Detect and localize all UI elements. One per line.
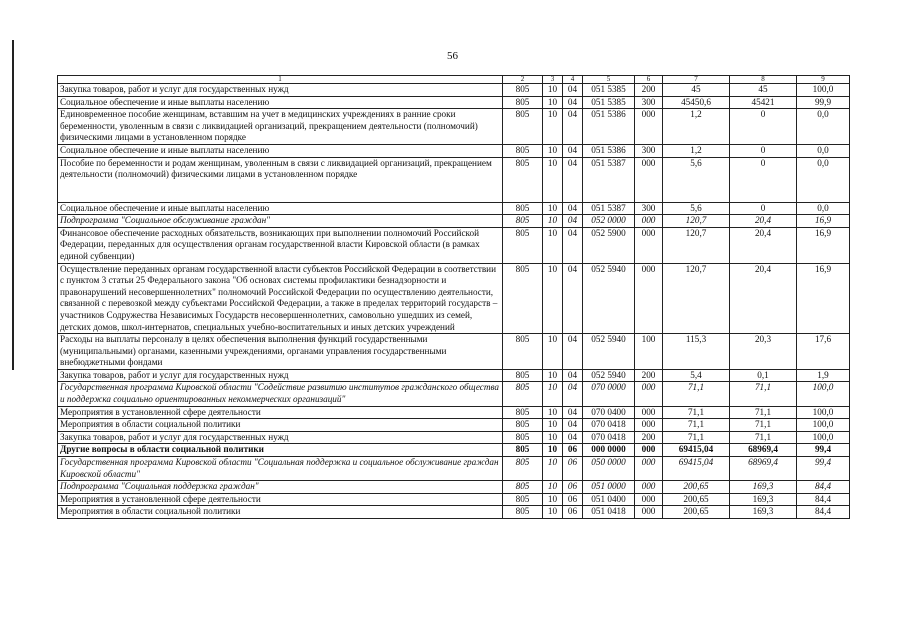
row-target-item: 052 5940	[583, 263, 635, 334]
row-section: 10	[543, 96, 563, 109]
row-planned-amount: 120,7	[663, 227, 730, 263]
row-expense-type: 000	[635, 109, 663, 145]
row-percent: 16,9	[797, 227, 850, 263]
row-percent: 84,4	[797, 481, 850, 494]
row-section: 10	[543, 406, 563, 419]
table-row	[58, 506, 850, 519]
row-percent: 16,9	[797, 215, 850, 228]
row-budget-code: 805	[503, 444, 543, 457]
row-percent: 100,0	[797, 419, 850, 432]
row-target-item: 051 0418	[583, 506, 635, 519]
row-percent: 17,6	[797, 334, 850, 370]
row-planned-amount: 71,1	[663, 382, 730, 406]
row-planned-amount: 71,1	[663, 431, 730, 444]
table-row	[58, 144, 850, 157]
row-expense-type: 200	[635, 369, 663, 382]
row-expense-type: 100	[635, 334, 663, 370]
column-number: 9	[797, 76, 850, 84]
row-percent: 99,9	[797, 96, 850, 109]
row-subsection: 04	[563, 382, 583, 406]
row-name: Государственная программа Кировской области "Содействие развитию институтов гражданского общества и поддержка социально ориентированных некоммерческих организаций"	[58, 382, 503, 406]
table-row	[58, 457, 850, 481]
row-expense-type: 000	[635, 506, 663, 519]
row-executed-amount: 71,1	[730, 406, 797, 419]
row-percent: 99,4	[797, 457, 850, 481]
row-expense-type: 000	[635, 481, 663, 494]
row-percent: 84,4	[797, 493, 850, 506]
table-row	[58, 481, 850, 494]
row-expense-type: 200	[635, 431, 663, 444]
row-expense-type: 000	[635, 406, 663, 419]
row-percent: 0,0	[797, 202, 850, 215]
row-section: 10	[543, 227, 563, 263]
row-name: Пособие по беременности и родам женщинам, уволенным в связи с ликвидацией организаций, прекращением деятельности (полномочий) физическими лицами в установленном порядке	[58, 157, 503, 202]
row-name: Расходы на выплаты персоналу в целях обеспечения выполнения функций государственными (муниципальными) органами, казенными учреждениями, органами управления государственными внебюджетными фондами	[58, 334, 503, 370]
table-body	[58, 76, 850, 519]
row-section: 10	[543, 382, 563, 406]
row-section: 10	[543, 334, 563, 370]
row-section: 10	[543, 215, 563, 228]
table-row	[58, 419, 850, 432]
row-budget-code: 805	[503, 369, 543, 382]
row-target-item: 000 0000	[583, 444, 635, 457]
budget-table	[57, 75, 850, 519]
row-subsection: 06	[563, 506, 583, 519]
row-expense-type: 000	[635, 215, 663, 228]
table-row	[58, 202, 850, 215]
row-name: Другие вопросы в области социальной политики	[58, 444, 503, 457]
row-executed-amount: 169,3	[730, 506, 797, 519]
row-subsection: 04	[563, 419, 583, 432]
row-target-item: 070 0400	[583, 406, 635, 419]
row-name: Подпрограмма "Социальное обслуживание граждан"	[58, 215, 503, 228]
row-executed-amount: 20,4	[730, 215, 797, 228]
row-planned-amount: 120,7	[663, 215, 730, 228]
row-name: Мероприятия в области социальной политики	[58, 419, 503, 432]
row-name: Мероприятия в области социальной политики	[58, 506, 503, 519]
row-target-item: 051 0000	[583, 481, 635, 494]
row-executed-amount: 20,3	[730, 334, 797, 370]
row-section: 10	[543, 506, 563, 519]
row-planned-amount: 115,3	[663, 334, 730, 370]
row-planned-amount: 5,4	[663, 369, 730, 382]
row-name: Социальное обеспечение и иные выплаты населению	[58, 202, 503, 215]
row-percent: 100,0	[797, 84, 850, 97]
row-planned-amount: 69415,04	[663, 444, 730, 457]
row-executed-amount: 0	[730, 144, 797, 157]
row-planned-amount: 71,1	[663, 419, 730, 432]
row-budget-code: 805	[503, 419, 543, 432]
row-budget-code: 805	[503, 96, 543, 109]
row-target-item: 052 5900	[583, 227, 635, 263]
column-number: 7	[663, 76, 730, 84]
row-executed-amount: 169,3	[730, 493, 797, 506]
row-executed-amount: 45421	[730, 96, 797, 109]
row-name: Мероприятия в установленной сфере деятельности	[58, 406, 503, 419]
row-section: 10	[543, 444, 563, 457]
row-target-item: 051 5385	[583, 96, 635, 109]
table-row	[58, 227, 850, 263]
row-subsection: 04	[563, 202, 583, 215]
row-planned-amount: 69415,04	[663, 457, 730, 481]
row-percent: 0,0	[797, 109, 850, 145]
row-target-item: 051 5386	[583, 109, 635, 145]
row-planned-amount: 45	[663, 84, 730, 97]
row-budget-code: 805	[503, 493, 543, 506]
row-subsection: 04	[563, 406, 583, 419]
row-expense-type: 000	[635, 493, 663, 506]
row-target-item: 051 5387	[583, 157, 635, 202]
row-budget-code: 805	[503, 144, 543, 157]
row-executed-amount: 0,1	[730, 369, 797, 382]
row-section: 10	[543, 84, 563, 97]
row-executed-amount: 169,3	[730, 481, 797, 494]
row-subsection: 06	[563, 444, 583, 457]
column-number-row	[58, 76, 850, 84]
row-expense-type: 000	[635, 227, 663, 263]
row-section: 10	[543, 481, 563, 494]
table-row	[58, 109, 850, 145]
row-executed-amount: 71,1	[730, 382, 797, 406]
row-planned-amount: 200,65	[663, 506, 730, 519]
row-executed-amount: 71,1	[730, 419, 797, 432]
table-row	[58, 493, 850, 506]
row-executed-amount: 0	[730, 202, 797, 215]
column-number: 1	[58, 76, 503, 84]
row-section: 10	[543, 263, 563, 334]
row-subsection: 04	[563, 109, 583, 145]
row-expense-type: 000	[635, 382, 663, 406]
row-target-item: 052 5940	[583, 369, 635, 382]
row-target-item: 052 5940	[583, 334, 635, 370]
row-budget-code: 805	[503, 506, 543, 519]
row-name: Государственная программа Кировской области "Социальная поддержка и социальное обслуживание граждан Кировской области"	[58, 457, 503, 481]
row-budget-code: 805	[503, 157, 543, 202]
column-number: 2	[503, 76, 543, 84]
row-section: 10	[543, 202, 563, 215]
row-budget-code: 805	[503, 84, 543, 97]
row-subsection: 06	[563, 493, 583, 506]
row-budget-code: 805	[503, 263, 543, 334]
row-executed-amount: 0	[730, 157, 797, 202]
row-budget-code: 805	[503, 334, 543, 370]
scan-margin-line	[12, 40, 14, 370]
row-target-item: 051 5387	[583, 202, 635, 215]
column-number: 4	[563, 76, 583, 84]
row-expense-type: 300	[635, 96, 663, 109]
row-expense-type: 300	[635, 202, 663, 215]
row-subsection: 04	[563, 431, 583, 444]
column-number: 3	[543, 76, 563, 84]
table-row	[58, 263, 850, 334]
row-expense-type: 300	[635, 144, 663, 157]
row-expense-type: 000	[635, 263, 663, 334]
row-target-item: 070 0418	[583, 431, 635, 444]
row-target-item: 070 0000	[583, 382, 635, 406]
row-percent: 1,9	[797, 369, 850, 382]
table-row	[58, 215, 850, 228]
row-percent: 100,0	[797, 431, 850, 444]
row-expense-type: 000	[635, 419, 663, 432]
row-section: 10	[543, 457, 563, 481]
row-executed-amount: 20,4	[730, 227, 797, 263]
row-section: 10	[543, 419, 563, 432]
row-planned-amount: 5,6	[663, 157, 730, 202]
row-planned-amount: 45450,6	[663, 96, 730, 109]
row-target-item: 050 0000	[583, 457, 635, 481]
row-target-item: 070 0418	[583, 419, 635, 432]
table-row	[58, 369, 850, 382]
row-executed-amount: 0	[730, 109, 797, 145]
row-budget-code: 805	[503, 481, 543, 494]
row-percent: 100,0	[797, 382, 850, 406]
row-name: Социальное обеспечение и иные выплаты населению	[58, 144, 503, 157]
table-row	[58, 406, 850, 419]
row-expense-type: 000	[635, 157, 663, 202]
row-planned-amount: 71,1	[663, 406, 730, 419]
row-budget-code: 805	[503, 202, 543, 215]
row-name: Финансовое обеспечение расходных обязательств, возникающих при выполнении полномочий Российской Федерации, переданных для осуществления органам государственной власти Кировской области (в рамках единой субвенции)	[58, 227, 503, 263]
table-row	[58, 444, 850, 457]
table-row	[58, 431, 850, 444]
row-budget-code: 805	[503, 431, 543, 444]
row-percent: 99,4	[797, 444, 850, 457]
row-subsection: 04	[563, 263, 583, 334]
row-executed-amount: 68969,4	[730, 457, 797, 481]
row-expense-type: 200	[635, 84, 663, 97]
row-subsection: 04	[563, 369, 583, 382]
row-planned-amount: 1,2	[663, 144, 730, 157]
row-subsection: 04	[563, 144, 583, 157]
row-section: 10	[543, 144, 563, 157]
table-row	[58, 84, 850, 97]
row-section: 10	[543, 493, 563, 506]
row-subsection: 04	[563, 334, 583, 370]
row-executed-amount: 20,4	[730, 263, 797, 334]
row-percent: 100,0	[797, 406, 850, 419]
row-subsection: 04	[563, 215, 583, 228]
row-name: Подпрограмма "Социальная поддержка граждан"	[58, 481, 503, 494]
row-section: 10	[543, 109, 563, 145]
row-subsection: 04	[563, 157, 583, 202]
row-name: Закупка товаров, работ и услуг для государственных нужд	[58, 84, 503, 97]
row-budget-code: 805	[503, 457, 543, 481]
row-percent: 0,0	[797, 157, 850, 202]
row-target-item: 051 0400	[583, 493, 635, 506]
row-planned-amount: 200,65	[663, 481, 730, 494]
row-target-item: 052 0000	[583, 215, 635, 228]
table-row	[58, 96, 850, 109]
row-budget-code: 805	[503, 215, 543, 228]
table-row	[58, 334, 850, 370]
row-executed-amount: 71,1	[730, 431, 797, 444]
row-planned-amount: 120,7	[663, 263, 730, 334]
row-planned-amount: 200,65	[663, 493, 730, 506]
column-number: 6	[635, 76, 663, 84]
row-subsection: 06	[563, 481, 583, 494]
row-planned-amount: 5,6	[663, 202, 730, 215]
row-expense-type: 000	[635, 444, 663, 457]
row-budget-code: 805	[503, 382, 543, 406]
row-expense-type: 000	[635, 457, 663, 481]
row-budget-code: 805	[503, 227, 543, 263]
table-row	[58, 382, 850, 406]
row-section: 10	[543, 431, 563, 444]
row-name: Закупка товаров, работ и услуг для государственных нужд	[58, 431, 503, 444]
page-number: 56	[447, 50, 458, 62]
row-subsection: 04	[563, 84, 583, 97]
column-number: 8	[730, 76, 797, 84]
row-percent: 16,9	[797, 263, 850, 334]
row-executed-amount: 68969,4	[730, 444, 797, 457]
row-section: 10	[543, 369, 563, 382]
row-subsection: 04	[563, 96, 583, 109]
row-subsection: 04	[563, 227, 583, 263]
row-budget-code: 805	[503, 109, 543, 145]
row-percent: 84,4	[797, 506, 850, 519]
row-planned-amount: 1,2	[663, 109, 730, 145]
row-subsection: 06	[563, 457, 583, 481]
row-target-item: 051 5385	[583, 84, 635, 97]
row-executed-amount: 45	[730, 84, 797, 97]
row-name: Социальное обеспечение и иные выплаты населению	[58, 96, 503, 109]
row-name: Мероприятия в установленной сфере деятельности	[58, 493, 503, 506]
column-number: 5	[583, 76, 635, 84]
row-target-item: 051 5386	[583, 144, 635, 157]
row-name: Закупка товаров, работ и услуг для государственных нужд	[58, 369, 503, 382]
row-budget-code: 805	[503, 406, 543, 419]
row-percent: 0,0	[797, 144, 850, 157]
row-name: Единовременное пособие женщинам, вставшим на учет в медицинских учреждениях в ранние сроки беременности, уволенным в связи с ликвидацией организаций, прекращением деятельности (полномочий) физическими лицами в установленном порядке	[58, 109, 503, 145]
row-name: Осуществление переданных органам государственной власти субъектов Российской Федерации в соответствии с пунктом 3 статьи 25 Федерального закона "Об основах системы профилактики безнадзорности и правонарушений несовершеннолетних" полномочий Российской Федерации по осуществлению деятельности, связанной с перевозкой между субъектами Российской Федерации, а также в пределах территорий государств – участников Содружества Независимых Государств несовершеннолетних, самовольно ушедших из семей, детских домов, школ-интернатов, специальных учебно-воспитательных и иных детских учреждений	[58, 263, 503, 334]
table-row	[58, 157, 850, 202]
row-section: 10	[543, 157, 563, 202]
